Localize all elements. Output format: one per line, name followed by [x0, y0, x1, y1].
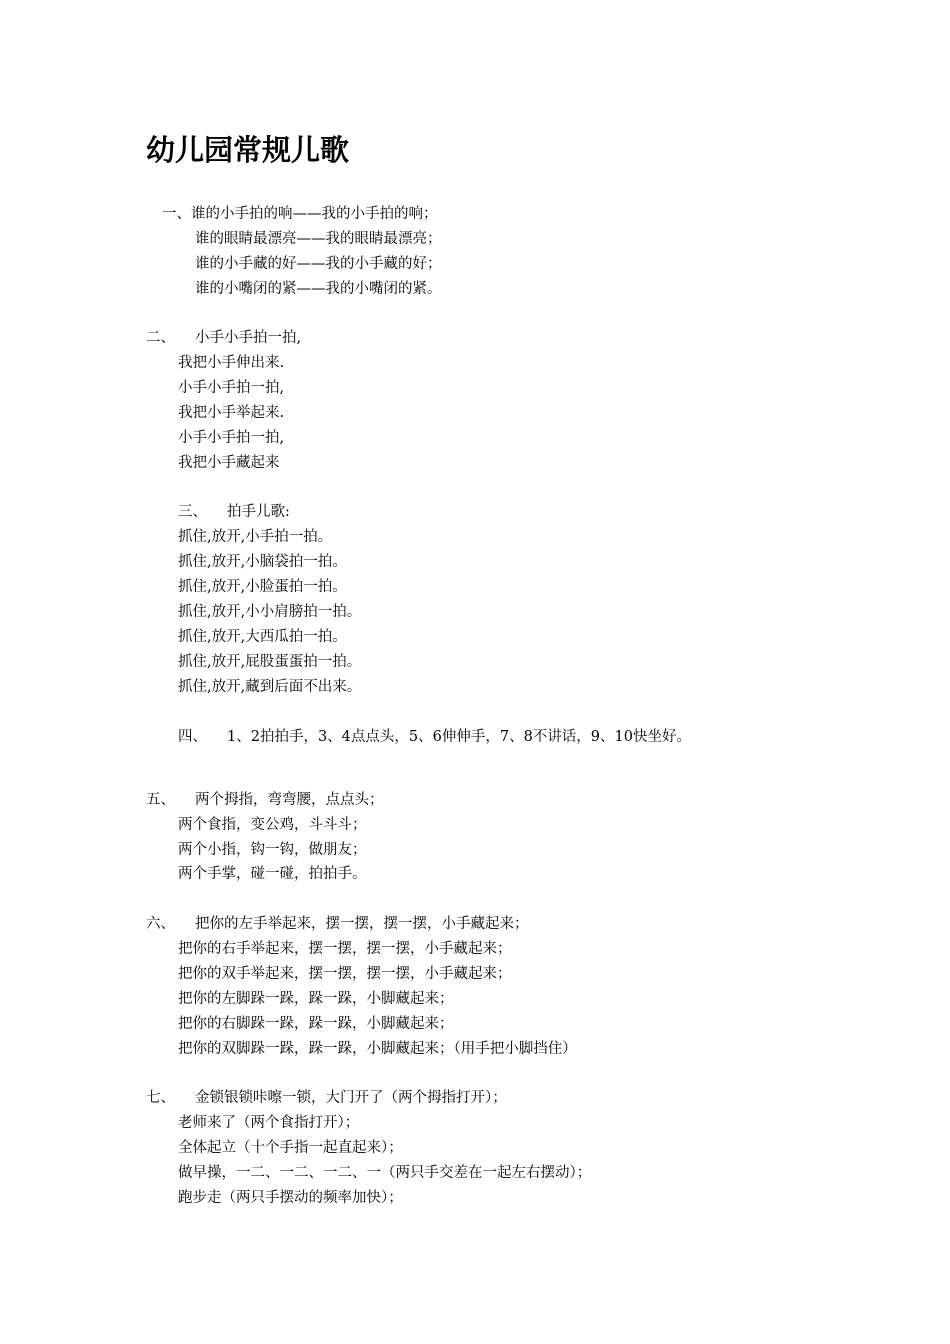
verse-line: 两个手掌，碰一碰，拍拍手。 — [178, 866, 367, 882]
verse-line: 老师来了（两个食指打开）； — [178, 1115, 360, 1131]
verse-line: 金锁银锁咔嚓一锁，大门开了（两个拇指打开）； — [195, 1090, 507, 1106]
verse-line: 做早操，一二、一二、一二、一（两只手交差在一起左右摆动）； — [178, 1165, 592, 1181]
verse-line: 把你的双脚跺一跺，跺一跺，小脚藏起来；（用手把小脚挡住） — [178, 1041, 577, 1057]
verse-line: 抓住,放开,小小肩膀拍一拍。 — [178, 604, 362, 620]
verse-line: 抓住,放开,小手拍一拍。 — [178, 529, 333, 545]
section-number: 五、 — [146, 792, 175, 808]
verse-line: 小手小手拍一拍, — [178, 380, 285, 396]
verse-line: 抓住,放开,屁股蛋蛋拍一拍。 — [178, 654, 362, 670]
verse-line: 1、2拍拍手，3、4点点头，5、6伸伸手，7、8不讲话，9、10快坐好。 — [227, 729, 691, 745]
verse-line: 抓住,放开,藏到后面不出来。 — [178, 679, 362, 695]
verse-line: 谁的眼睛最漂亮——我的眼睛最漂亮； — [195, 231, 442, 247]
verse-line: 抓住,放开,小脸蛋拍一拍。 — [178, 579, 347, 595]
section-number: 四、 — [178, 729, 207, 745]
verse-line: 把你的双手举起来，摆一摆，摆一摆，小手藏起来； — [178, 966, 512, 982]
section-number: 一、 — [162, 206, 191, 222]
verse-line: 拍手儿歌: — [227, 504, 290, 520]
section-number: 七、 — [146, 1090, 175, 1106]
section-number: 二、 — [146, 330, 175, 346]
verse-line: 我把小手伸出来. — [178, 355, 285, 371]
section-number: 三、 — [178, 504, 207, 520]
verse-line: 两个食指，变公鸡，斗斗斗； — [178, 817, 367, 833]
verse-line: 把你的左脚跺一跺，跺一跺，小脚藏起来； — [178, 991, 454, 1007]
section-1-line-1 — [162, 204, 438, 224]
verse-line: 我把小手藏起来 — [178, 455, 280, 471]
verse-line: 我把小手举起来. — [178, 405, 285, 421]
verse-line: 把你的左手举起来，摆一摆，摆一摆，小手藏起来； — [195, 916, 529, 932]
verse-line: 抓住,放开,小脑袋拍一拍。 — [178, 554, 347, 570]
verse-line: 谁的小手藏的好——我的小手藏的好； — [195, 256, 442, 272]
verse-line: 小手小手拍一拍, — [195, 330, 302, 346]
section-number: 六、 — [146, 916, 175, 932]
verse-line: 谁的小嘴闭的紧——我的小嘴闭的紧。 — [195, 281, 442, 297]
verse-line: 两个小指，钩一钩，做朋友； — [178, 842, 367, 858]
verse-line: 小手小手拍一拍, — [178, 430, 285, 446]
verse-line: 抓住,放开,大西瓜拍一拍。 — [178, 629, 347, 645]
verse-line: 跑步走（两只手摆动的频率加快）； — [178, 1190, 403, 1206]
verse-line: 把你的右脚跺一跺，跺一跺，小脚藏起来； — [178, 1016, 454, 1032]
verse-line: 全体起立（十个手指一起直起来）； — [178, 1140, 403, 1156]
verse-line: 把你的右手举起来，摆一摆，摆一摆，小手藏起来； — [178, 941, 512, 957]
verse-line: 两个拇指，弯弯腰，点点头； — [195, 792, 384, 808]
verse-line: 谁的小手拍的响——我的小手拍的响； — [191, 206, 438, 222]
page-title: 幼儿园常规儿歌 — [146, 133, 350, 167]
